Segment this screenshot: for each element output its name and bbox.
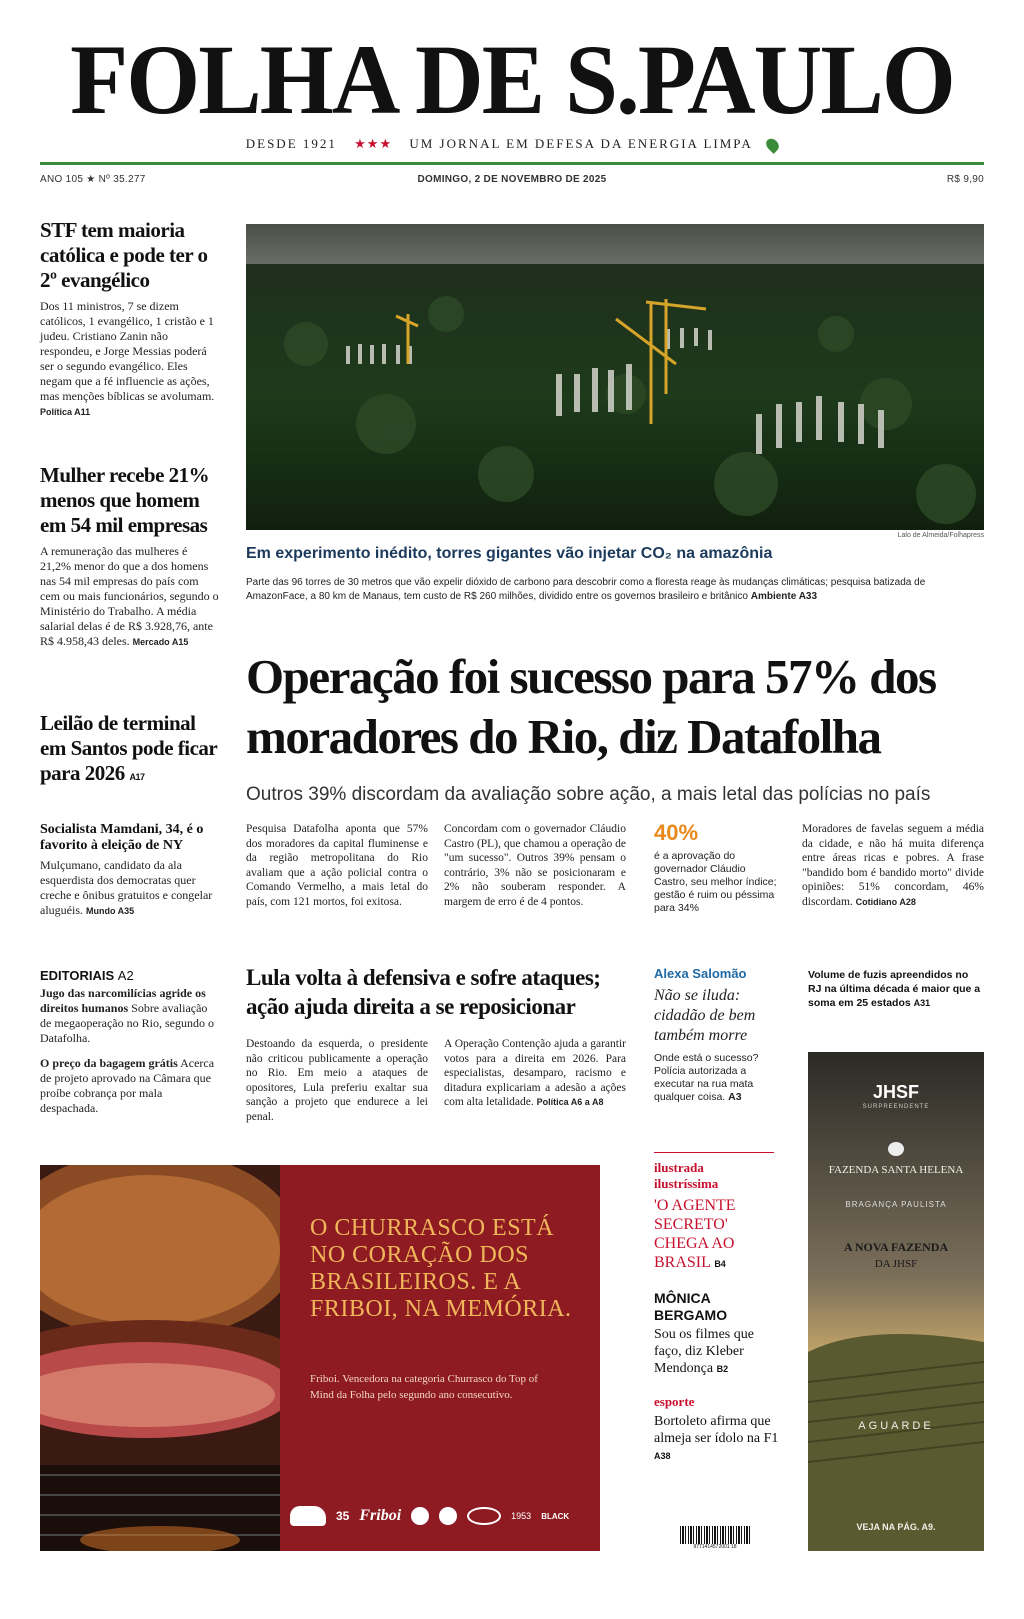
tree-icon <box>888 1142 904 1156</box>
editorial-1[interactable]: Jugo das narcomilícias agride os direitos humanos Sobre avaliação de megaoperação no Rio, segundo o Datafolha. <box>40 986 214 1045</box>
jhsf-place: BRAGANÇA PAULISTA <box>845 1200 947 1209</box>
masthead-title: FOLHA DE S.PAULO <box>70 24 954 135</box>
masthead-rule <box>40 162 984 165</box>
motto-label: UM JORNAL EM DEFESA DA ENERGIA LIMPA <box>409 136 752 151</box>
story-mamdani[interactable] <box>40 822 220 919</box>
jhsf-ad[interactable] <box>808 1052 984 1551</box>
right-col <box>654 1160 779 1465</box>
lula-col-2: A Operação Contenção ajuda a garantir votos para a direita em 2026. Para especialistas, desamparo, racismo e ditadura explicariam a adesão a ações com alta letalidade. Política A6 a A8 <box>444 1038 626 1108</box>
story-stf-ref: Política A11 <box>40 407 91 417</box>
stat-value: 40% <box>654 820 699 845</box>
seal-icon-2 <box>439 1507 457 1525</box>
friboi-headline: O CHURRASCO ESTÁ NO CORAÇÃO DOS BRASILEIROS. E A FRIBOI, NA MEMÓRIA. <box>310 1215 572 1322</box>
photo-caption-title[interactable]: Em experimento inédito, torres gigantes vão injetar CO₂ na amazônia <box>246 545 773 562</box>
monica-story[interactable]: Sou os filmes que faço, diz Kleber Mendonça B2 <box>654 1327 754 1376</box>
stat-text: é a aprovação do governador Cláudio Castro, seu melhor índice; gestão é ruim ou péssima para 34% <box>654 850 777 914</box>
lead-headline[interactable]: Operação foi sucesso para 57% dos moradores do Rio, diz Datafolha <box>246 649 936 764</box>
friboi-ad[interactable] <box>40 1165 600 1551</box>
esporte-story[interactable]: Bortoleto afirma que almeja ser ídolo na F1 A38 <box>654 1414 779 1461</box>
amazon-photo[interactable] <box>246 224 984 530</box>
oval-logo-icon <box>467 1507 501 1525</box>
story-stf-title[interactable]: STF tem maioria católica e pode ter o 2º evangélico <box>40 218 208 292</box>
lula-col-1: Destoando da esquerda, o presidente não criticou publicamente a operação no Rio. Em meio a ataques de opositores, Lula preferiu exaltar sua sanção a projeto que endurece a lei penal. <box>246 1038 428 1123</box>
story-stf[interactable] <box>40 218 220 420</box>
lula-headline[interactable]: Lula volta à defensiva e sofre ataques; ação ajuda direita a se reposicionar <box>246 965 601 1019</box>
editorials-label: EDITORIAIS A2 <box>40 968 134 983</box>
friboi-logos <box>290 1503 580 1529</box>
masthead-tagline <box>0 136 1024 152</box>
lead-col-4: Moradores de favelas seguem a média da cidade, e não há muita diferença entre áreas ricas e pobres. A frase "bandido bom é bandido morto" divide opiniões: 51% concordam, 46% discordam. Cotidiano A28 <box>802 823 984 908</box>
logo-friboi: Friboi <box>359 1507 402 1524</box>
lead-subhead[interactable]: Outros 39% discordam da avaliação sobre ação, a mais letal das polícias no país <box>246 784 931 805</box>
seal-icon <box>411 1507 429 1525</box>
lead-col4-ref: Cotidiano A28 <box>855 896 916 907</box>
section-ilustrissima[interactable]: ilustríssima <box>654 1176 719 1191</box>
lead-col-2: Concordam com o governador Cláudio Castro (PL), que chamou a operação de "um sucesso". Outros 39% pensam o contrário, 3% não se posicionaram e 2% não souberam responder. A margem de erro é de 4 pontos. <box>444 823 626 908</box>
lead-stat-box <box>654 820 779 915</box>
lead-col-1: Pesquisa Datafolha aponta que 57% dos moradores da capital fluminense e da região metropolitana do Rio avaliam que a ação policial contra o Comando Vermelho, a mais letal do país, com 121 mortos, foi exitosa. <box>246 823 428 908</box>
stars-icon: ★★★ <box>354 136 393 151</box>
story-mamdani-body: Mulçumano, candidato da ala esquerdista dos democratas quer creche e ônibus gratuitos e congelar aluguéis. Mundo A35 <box>40 858 213 917</box>
jhsf-page: VEJA NA PÁG. A9. <box>856 1522 936 1532</box>
story-stf-body: Dos 11 ministros, 7 se dizem católicos, 1 evangélico, 1 cristão e 1 judeu. Cristiano Zanin não respondeu, e Jorge Messias poderá ser o segundo evangélico. Eles negam que a fé influencie as ações, mas menções bíblicas se avolumam. Política A11 <box>40 299 215 417</box>
edition-number: ANO 105 ★ Nº 35.277 <box>40 174 146 185</box>
jhsf-brand-sub: SURPREENDENTE <box>862 1104 930 1110</box>
story-mamdani-title[interactable]: Socialista Mamdani, 34, é o favorito à eleição de NY <box>40 822 204 853</box>
logo-black: BLACK <box>541 1511 570 1521</box>
jhsf-title2: DA JHSF <box>874 1258 918 1270</box>
agente-story[interactable]: 'O AGENTE SECRETO' CHEGA AO BRASIL B4 <box>654 1197 736 1271</box>
monica-label[interactable]: MÔNICA BERGAMO <box>654 1290 728 1323</box>
column-body: Onde está o sucesso? Polícia autorizada a executar na rua mata qualquer coisa. A3 <box>654 1052 759 1103</box>
story-mulher-ref: Mercado A15 <box>132 637 189 647</box>
photo-caption-body: Parte das 96 torres de 30 metros que vão expelir dióxido de carbono para descobrir como a floresta reage às mudanças climáticas; pesquisa batizada de AmazonFace, a 80 km de Manaus, tem custo de R$ 260 milhões, dividido entre os governos brasileiro e britânico Ambiente A33 <box>246 577 926 602</box>
story-santos-ref: A17 <box>129 772 145 782</box>
logo-35: 35 <box>336 1509 350 1523</box>
jhsf-await: AGUARDE <box>858 1420 934 1432</box>
jhsf-title: A NOVA FAZENDA <box>843 1240 949 1254</box>
friboi-body: Friboi. Vencedora na categoria Churrasco do Top of Mind da Folha pelo segundo ano consecutivo. <box>310 1373 538 1401</box>
edition-date: DOMINGO, 2 DE NOVEMBRO DE 2025 <box>417 174 607 185</box>
story-mulher-body: A remuneração das mulheres é 21,2% menor do que a dos homens nas 54 mil empresas do país com cem ou mais funcionários, segundo o Ministério do Trabalho. A média salarial delas é de R$ 3.928,76, ante R$ 4.958,43 deles. Mercado A15 <box>40 544 219 648</box>
story-mulher[interactable] <box>40 463 220 650</box>
fuzis-note[interactable]: Volume de fuzis apreendidos no RJ na última década é maior que a soma em 25 estados A31 <box>808 969 981 1009</box>
edition-price: R$ 9,90 <box>946 174 984 185</box>
jhsf-farm: FAZENDA SANTA HELENA <box>828 1164 964 1176</box>
section-ilustrada[interactable]: ilustrada <box>654 1160 704 1175</box>
barcode: 9771414572001 18 <box>680 1526 750 1552</box>
lula-ref: Política A6 a A8 <box>536 1097 604 1107</box>
story-santos-title[interactable]: Leilão de terminal em Santos pode ficar para 2026 A17 <box>40 711 217 785</box>
photo-credit: Lalo de Almeida/Folhapress <box>897 532 984 539</box>
since-label: DESDE 1921 <box>245 136 337 151</box>
elephant-icon <box>290 1506 326 1526</box>
editorials-box <box>40 968 220 1116</box>
story-mulher-title[interactable]: Mulher recebe 21% menos que homem em 54 mil empresas <box>40 463 210 537</box>
column-alexa[interactable] <box>654 966 779 1104</box>
column-author: Alexa Salomão <box>654 966 747 981</box>
story-mamdani-ref: Mundo A35 <box>86 906 135 916</box>
jhsf-brand: JHSF <box>872 1082 919 1102</box>
photo-caption-ref: Ambiente A33 <box>750 591 818 602</box>
section-esporte[interactable]: esporte <box>654 1394 695 1409</box>
logo-1953: 1953 <box>511 1511 532 1521</box>
story-santos[interactable] <box>40 711 220 790</box>
column-title[interactable]: Não se iluda: cidadão de bem também morre <box>654 987 756 1044</box>
section-rule <box>654 1152 774 1153</box>
editorial-2[interactable]: O preço da bagagem grátis Acerca de projeto aprovado na Câmara que proíbe cobrança por mala despachada. <box>40 1056 215 1115</box>
leaf-icon <box>764 136 782 154</box>
